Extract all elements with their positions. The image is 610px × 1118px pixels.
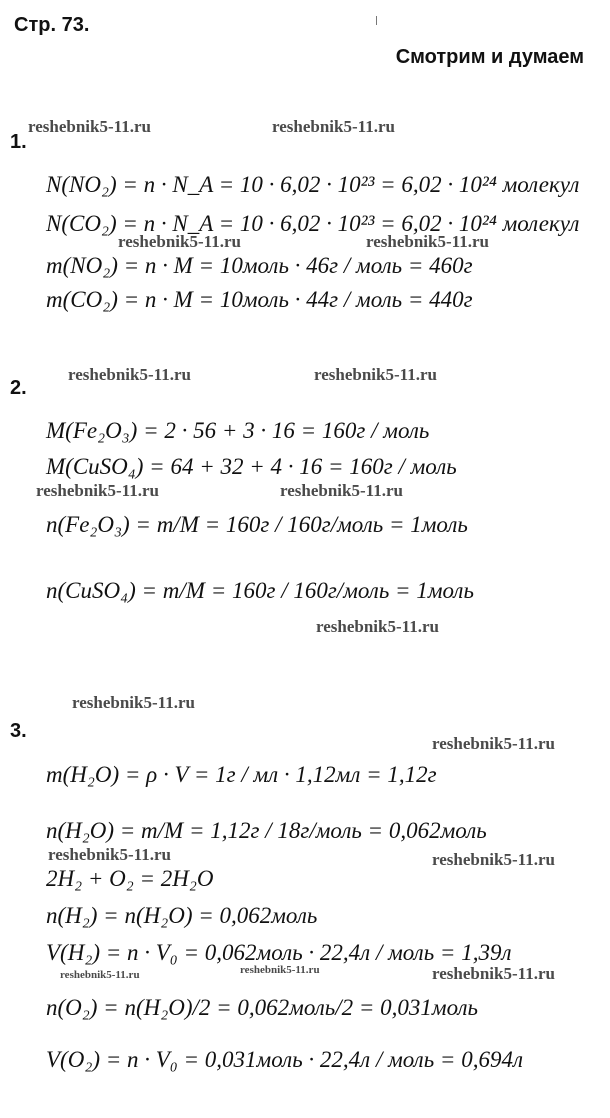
watermark: reshebnik5-11.ru (68, 365, 191, 384)
section-title: Смотрим и думаем (395, 46, 584, 68)
watermark: reshebnik5-11.ru (432, 964, 555, 983)
equation-line: n(H₂) = n(H₂O) = 0,062моль (46, 903, 318, 928)
watermark: reshebnik5-11.ru (272, 117, 395, 136)
equation-line: m(NO₂) = n · M = 10моль · 46г / моль = 460г (46, 253, 473, 278)
watermark: reshebnik5-11.ru (60, 969, 140, 981)
watermark: reshebnik5-11.ru (366, 232, 489, 251)
equation-line: M(CuSO₄) = 64 + 32 + 4 · 16 = 160г / моль (46, 454, 457, 479)
equation-line: N(NO₂) = n · N_A = 10 · 6,02 · 10²³ = 6,02 · 10²⁴ молекул (46, 172, 580, 197)
equation-line: N(CO₂) = n · N_A = 10 · 6,02 · 10²³ = 6,02 · 10²⁴ молекул (46, 211, 580, 236)
watermark: reshebnik5-11.ru (28, 117, 151, 136)
watermark: reshebnik5-11.ru (432, 850, 555, 869)
equation-line: m(H₂O) = ρ · V = 1г / мл · 1,12мл = 1,12г (46, 762, 437, 787)
equation-line: n(CuSO₄) = m/M = 160г / 160г/моль = 1моль (46, 578, 474, 603)
equation-line: m(CO₂) = n · M = 10моль · 44г / моль = 440г (46, 287, 473, 312)
watermark: reshebnik5-11.ru (118, 232, 241, 251)
equation-line: n(H₂O) = m/M = 1,12г / 18г/моль = 0,062моль (46, 818, 487, 843)
equation-line: n(Fe₂O₃) = m/M = 160г / 160г/моль = 1моль (46, 512, 468, 537)
watermark: reshebnik5-11.ru (72, 693, 195, 712)
problem-number-1: 1. (10, 131, 27, 153)
problem-number-3: 3. (10, 720, 27, 742)
watermark: reshebnik5-11.ru (48, 845, 171, 864)
watermark: reshebnik5-11.ru (240, 964, 320, 976)
watermark: reshebnik5-11.ru (280, 481, 403, 500)
watermark: reshebnik5-11.ru (314, 365, 437, 384)
equation-line: V(O₂) = n · V₀ = 0,031моль · 22,4л / моль = 0,694л (46, 1047, 523, 1072)
equation-line: M(Fe₂O₃) = 2 · 56 + 3 · 16 = 160г / моль (46, 418, 430, 443)
equation-line: n(O₂) = n(H₂O)/2 = 0,062моль/2 = 0,031моль (46, 995, 479, 1020)
scan-mark (376, 16, 377, 25)
problem-number-2: 2. (10, 377, 27, 399)
watermark: reshebnik5-11.ru (432, 734, 555, 753)
equation-line: 2H₂ + O₂ = 2H₂O (46, 866, 214, 891)
page-number: Стр. 73. (14, 14, 90, 36)
watermark: reshebnik5-11.ru (36, 481, 159, 500)
watermark: reshebnik5-11.ru (316, 617, 439, 636)
equation-line: V(H₂) = n · V₀ = 0,062моль · 22,4л / моль = 1,39л (46, 940, 512, 965)
